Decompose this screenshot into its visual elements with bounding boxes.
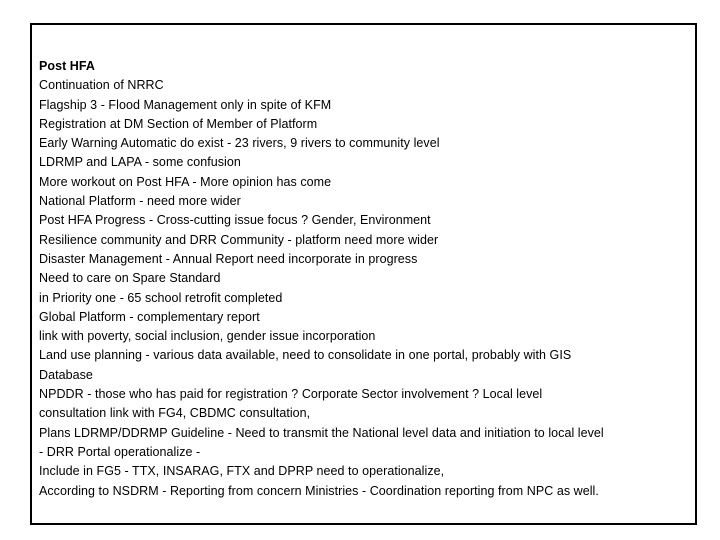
text-line: Plans LDRMP/DDRMP Guideline - Need to transmit the National level data and initiation to local level xyxy=(39,425,604,440)
text-line: Post HFA Progress - Cross-cutting issue focus ? Gender, Environment xyxy=(39,213,431,228)
text-line: Registration at DM Section of Member of Platform xyxy=(39,116,318,131)
document-body xyxy=(39,57,699,501)
text-line: Global Platform - complementary report xyxy=(39,309,260,324)
text-line: Continuation of NRRC xyxy=(39,78,164,93)
text-line: Flagship 3 - Flood Management only in spite of KFM xyxy=(39,97,332,112)
text-line: According to NSDRM - Reporting from concern Ministries - Coordination reporting from NPC as well. xyxy=(39,483,599,498)
text-line: Database xyxy=(39,367,93,382)
text-line: link with poverty, social inclusion, gender issue incorporation xyxy=(39,329,376,344)
text-line: National Platform - need more wider xyxy=(39,194,241,209)
document-frame xyxy=(30,23,697,525)
text-line: consultation link with FG4, CBDMC consultation, xyxy=(39,406,311,421)
text-line: NPDDR - those who has paid for registration ? Corporate Sector involvement ? Local level xyxy=(39,387,543,402)
text-line: in Priority one - 65 school retrofit completed xyxy=(39,290,283,305)
text-line: - DRR Portal operationalize - xyxy=(39,444,201,459)
text-line: Need to care on Spare Standard xyxy=(39,271,221,286)
text-line: Disaster Management - Annual Report need incorporate in progress xyxy=(39,251,418,266)
text-line: Land use planning - various data available, need to consolidate in one portal, probably with GIS xyxy=(39,348,572,363)
text-line: LDRMP and LAPA - some confusion xyxy=(39,155,241,170)
text-line: Resilience community and DRR Community - platform need more wider xyxy=(39,232,439,247)
document-title: Post HFA xyxy=(39,59,95,73)
text-line: Include in FG5 - TTX, INSARAG, FTX and DPRP need to operationalize, xyxy=(39,464,445,479)
text-line: More workout on Post HFA - More opinion has come xyxy=(39,174,332,189)
text-line: Early Warning Automatic do exist - 23 rivers, 9 rivers to community level xyxy=(39,136,440,151)
